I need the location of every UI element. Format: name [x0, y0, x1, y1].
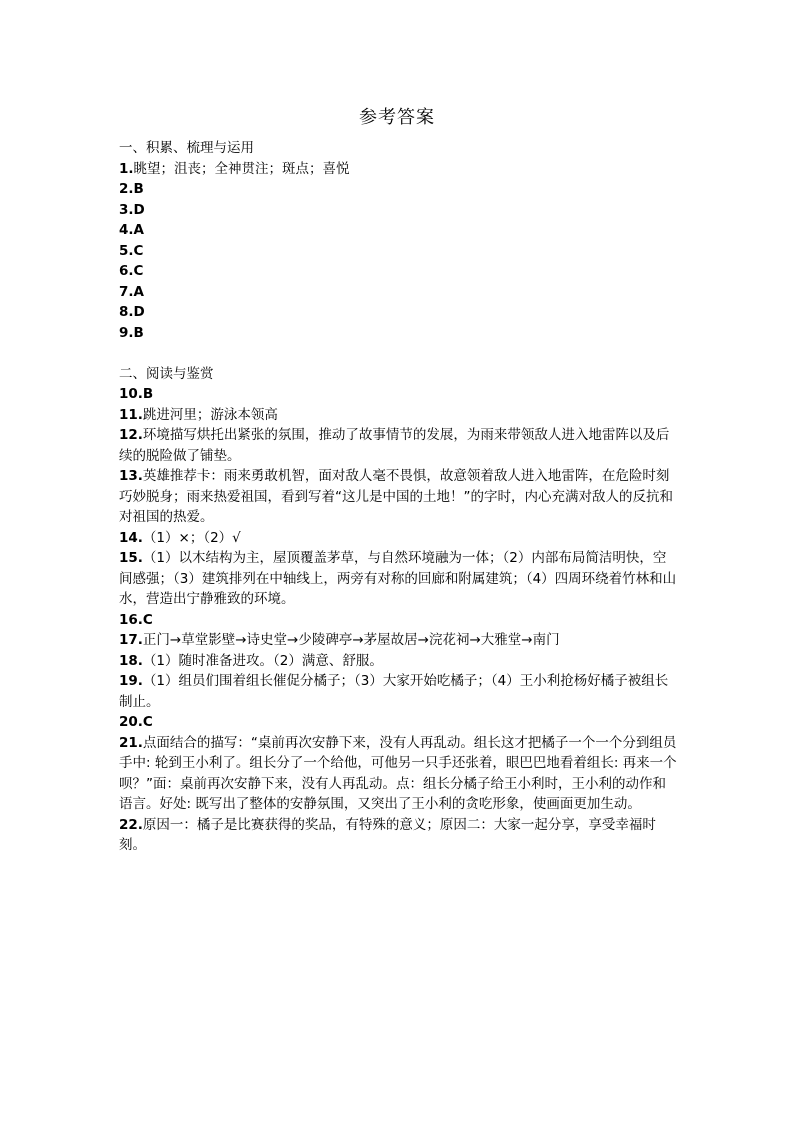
- answer-item: [119, 733, 679, 815]
- answer-text: 环境描写烘托出紧张的氛围，推动了故事情节的发展，为雨来带领敌人进入地雷阵以及后续的脱险做了铺垫。: [119, 427, 670, 464]
- section-reading: [119, 364, 679, 856]
- answer-item: [119, 405, 679, 426]
- answer-item: [119, 630, 679, 651]
- answer-number: 22.: [119, 816, 143, 833]
- answer-number: 15.: [119, 550, 143, 566]
- answer-text: 眺望；沮丧；全神贯注；斑点；喜悦: [133, 160, 350, 177]
- answer-item: [119, 425, 679, 466]
- answer-number: 1.: [119, 160, 134, 177]
- answer-number: 13.: [119, 468, 143, 484]
- answer-number: 9.B: [119, 324, 144, 341]
- answer-text: 点面结合的描写：“桌前再次安静下来，没有人再乱动。组长这才把橘子一个一个分到组员手中: 轮到王小利了。组长分了一个给他，可他另一只手还张着，眼巴巴地看着组长: 再来一个呗？”面：桌前再次安静下来，没有人再乱动。点：组长分橘子给王小利时，王小利的动作和语言。好处: 既写出了整体的安静氛围，又突出了王小利的贪吃形象，使画面更加生动。: [119, 734, 677, 812]
- answer-number: 20.C: [119, 714, 153, 730]
- answer-item: [119, 671, 679, 712]
- answer-item: [119, 610, 679, 631]
- answer-text: 跳进河里；游泳本领高: [142, 406, 278, 423]
- answer-item: [119, 651, 679, 672]
- answer-text: （1）随时准备进攻。（2）满意、舒服。: [142, 652, 383, 669]
- answer-item: [119, 220, 679, 241]
- answer-number: 8.D: [119, 304, 145, 320]
- answer-number: 21.: [119, 734, 143, 751]
- answer-item: [119, 241, 679, 262]
- answer-number: 7.A: [119, 283, 144, 300]
- answer-text: 正门→草堂影壁→诗史堂→少陵碑亭→茅屋故居→浣花祠→大雅堂→南门: [142, 632, 560, 648]
- answer-item: [119, 200, 679, 221]
- answer-text: 英雄推荐卡：雨来勇敢机智，面对敌人毫不畏惧，故意领着敌人进入地雷阵，在危险时刻巧妙脱身；雨来热爱祖国，看到写着“这儿是中国的土地！”的字时，内心充满对敌人的反抗和对祖国的热爱。: [119, 468, 673, 525]
- answer-number: 19.: [119, 673, 143, 689]
- answer-number: 6.C: [119, 263, 144, 279]
- answer-text: 原因一：橘子是比赛获得的奖品，有特殊的意义；原因二：大家一起分享，享受幸福时刻。: [119, 816, 656, 853]
- answer-text: （1）组员们围着组长催促分橘子；（3）大家开始吃橘子；（4）王小利抢杨好橘子被组长制止。: [119, 673, 669, 710]
- answer-item: [119, 159, 679, 180]
- answer-number: 11.: [119, 406, 143, 423]
- answer-number: 17.: [119, 632, 143, 648]
- answer-item: [119, 815, 679, 856]
- answer-number: 2.B: [119, 181, 144, 197]
- answer-number: 4.A: [119, 222, 144, 238]
- answer-text: （1）以木结构为主，屋顶覆盖茅草，与自然环境融为一体；（2）内部布局简洁明快，空间感强；（3）建筑排列在中轴线上，两旁有对称的回廊和附属建筑；（4）四周环绕着竹林和山水，营造出宁静雅致的环境。: [119, 550, 677, 607]
- answer-item: [119, 528, 679, 549]
- answer-number: 3.D: [119, 201, 145, 218]
- answer-item: [119, 323, 679, 344]
- answer-number: 12.: [119, 427, 143, 443]
- answer-number: 16.C: [119, 611, 153, 628]
- answer-item: [119, 712, 679, 733]
- answer-item: [119, 548, 679, 610]
- answer-number: 5.C: [119, 242, 144, 259]
- answer-item: [119, 282, 679, 303]
- answer-content: [119, 138, 679, 856]
- section-heading: 二、阅读与鉴赏: [119, 365, 214, 382]
- answer-item: [119, 179, 679, 200]
- answer-number: 10.B: [119, 386, 154, 402]
- answer-number: 14.: [119, 529, 143, 546]
- section-accumulation: [119, 138, 679, 343]
- answer-item: [119, 261, 679, 282]
- page-title: 参考答案: [359, 107, 435, 128]
- section-heading: 一、积累、梳理与运用: [119, 140, 254, 156]
- section-spacer: [119, 343, 679, 364]
- answer-number: 18.: [119, 652, 143, 669]
- answer-item: [119, 466, 679, 528]
- answer-item: [119, 302, 679, 323]
- answer-item: [119, 384, 679, 405]
- answer-text: （1）×；（2）√: [142, 529, 241, 546]
